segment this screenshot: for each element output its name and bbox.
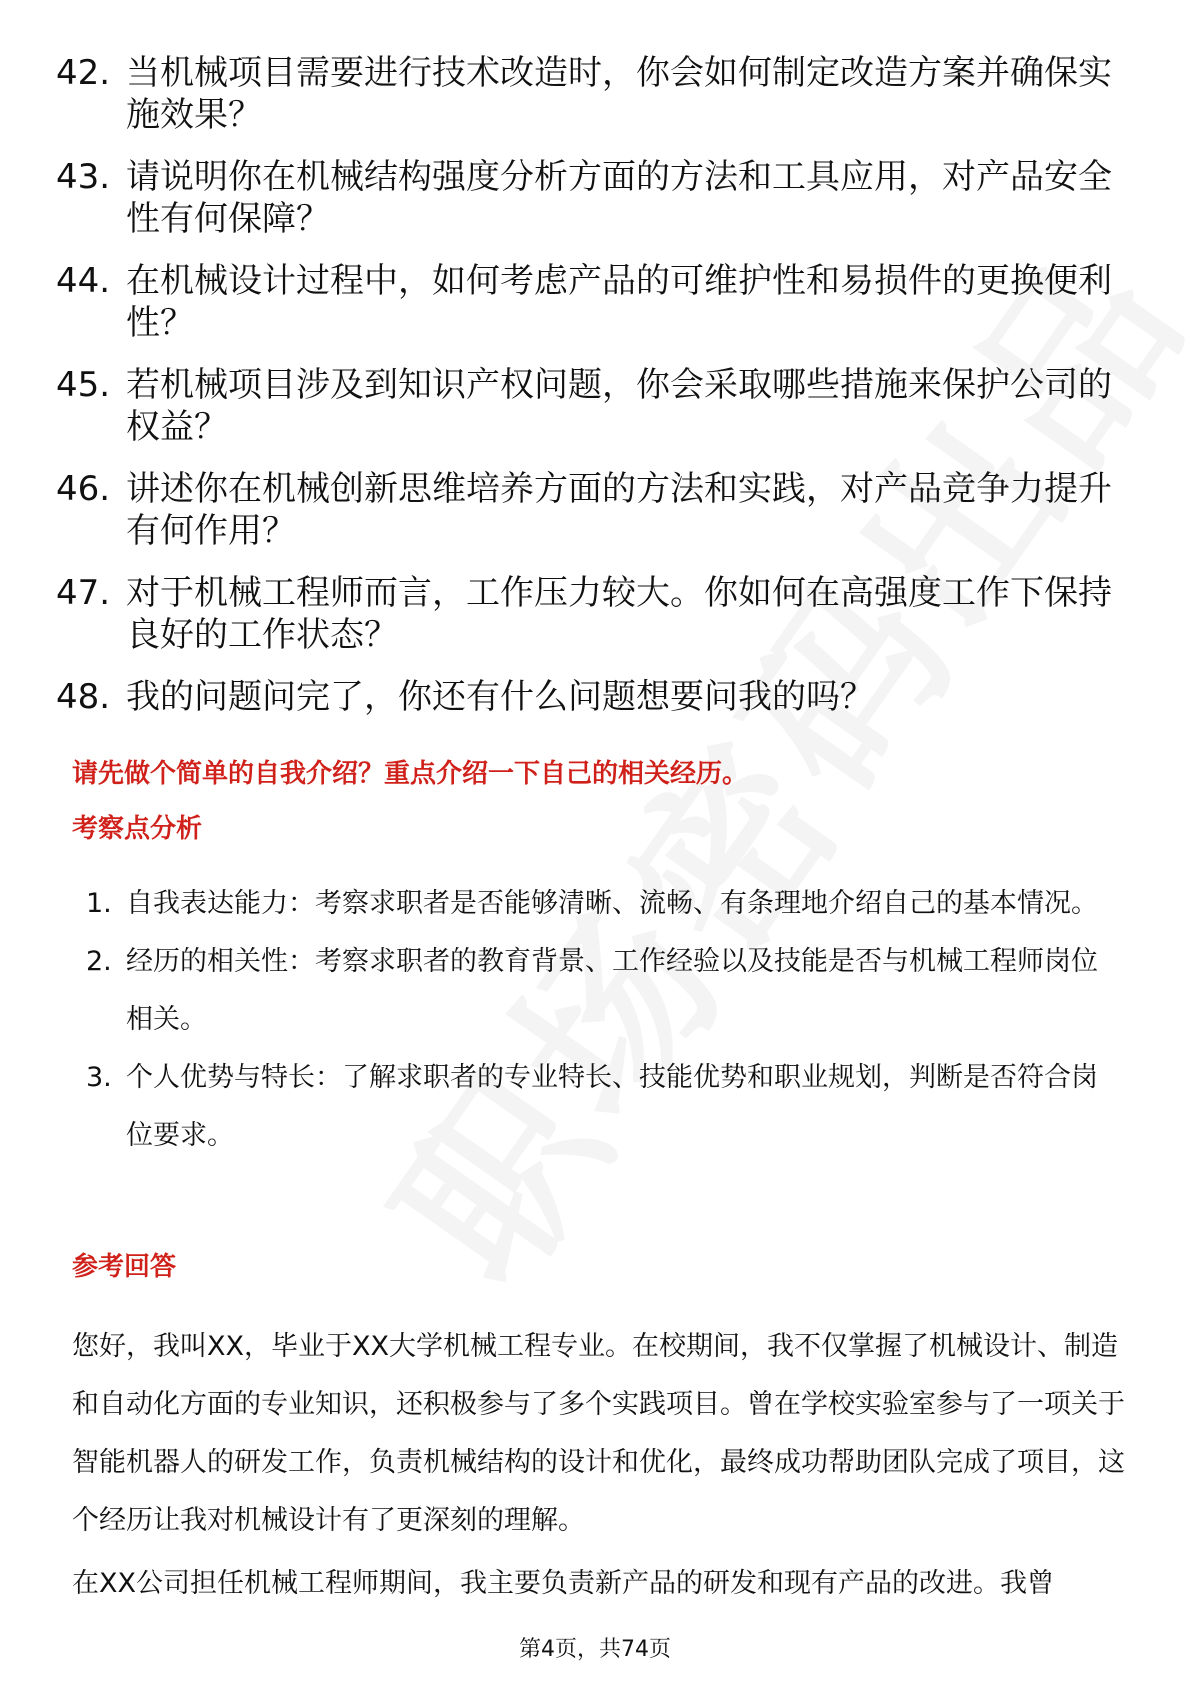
analysis-item — [86, 933, 1116, 1049]
question-number: 45. — [56, 365, 111, 405]
analysis-text: 经历的相关性：考察求职者的教育背景、工作经验以及技能是否与机械工程师岗位相关。 — [126, 946, 1098, 1035]
answer-paragraph: 您好，我叫XX，毕业于XX大学机械工程专业。在校期间，我不仅掌握了机械设计、制造和自动化方面的专业知识，还积极参与了多个实践项目。曾在学校实验室参与了一项关于智能机器人的研发工作，负责机械结构的设计和优化，最终成功帮助团队完成了项目，这个经历让我对机械设计有了更深刻的理解。 — [72, 1331, 1125, 1536]
question-item — [56, 572, 1136, 656]
analysis-heading: 考察点分析 — [72, 814, 203, 844]
question-item — [56, 468, 1136, 552]
question-number: 44. — [56, 261, 111, 301]
question-list — [56, 52, 1136, 738]
question-number: 43. — [56, 157, 111, 197]
question-number: 48. — [56, 677, 111, 717]
question-item — [56, 676, 1136, 718]
question-item — [56, 364, 1136, 448]
question-number: 42. — [56, 53, 111, 93]
question-text: 对于机械工程师而言，工作压力较大。你如何在高强度工作下保持良好的工作状态？ — [126, 573, 1112, 655]
analysis-text: 自我表达能力：考察求职者是否能够清晰、流畅、有条理地介绍自己的基本情况。 — [126, 888, 1098, 919]
analysis-list — [86, 875, 1116, 1165]
answer-paragraph: 在XX公司担任机械工程师期间，我主要负责新产品的研发和现有产品的改进。我曾 — [72, 1568, 1054, 1599]
question-text: 我的问题问完了，你还有什么问题想要问我的吗？ — [126, 677, 874, 717]
analysis-number: 2. — [86, 946, 112, 977]
question-item — [56, 52, 1136, 136]
main-question-heading: 请先做个简单的自我介绍？重点介绍一下自己的相关经历。 — [72, 759, 749, 789]
question-item — [56, 156, 1136, 240]
question-number: 47. — [56, 573, 111, 613]
question-text: 在机械设计过程中，如何考虑产品的可维护性和易损件的更换便利性？ — [126, 261, 1112, 343]
answer-heading: 参考回答 — [72, 1252, 177, 1282]
analysis-number: 1. — [86, 888, 112, 919]
analysis-number: 3. — [86, 1062, 112, 1093]
analysis-text: 个人优势与特长：了解求职者的专业特长、技能优势和职业规划，判断是否符合岗位要求。 — [126, 1062, 1098, 1151]
analysis-item — [86, 1049, 1116, 1165]
question-text: 请说明你在机械结构强度分析方面的方法和工具应用，对产品安全性有何保障？ — [126, 157, 1112, 239]
analysis-item — [86, 875, 1116, 933]
page-footer: 第4页，共74页 — [519, 1637, 671, 1662]
question-text: 当机械项目需要进行技术改造时，你会如何制定改造方案并确保实施效果？ — [126, 53, 1112, 135]
question-item — [56, 260, 1136, 344]
question-number: 46. — [56, 469, 111, 509]
question-text: 讲述你在机械创新思维培养方面的方法和实践，对产品竞争力提升有何作用？ — [126, 469, 1112, 551]
question-text: 若机械项目涉及到知识产权问题，你会采取哪些措施来保护公司的权益？ — [126, 365, 1112, 447]
